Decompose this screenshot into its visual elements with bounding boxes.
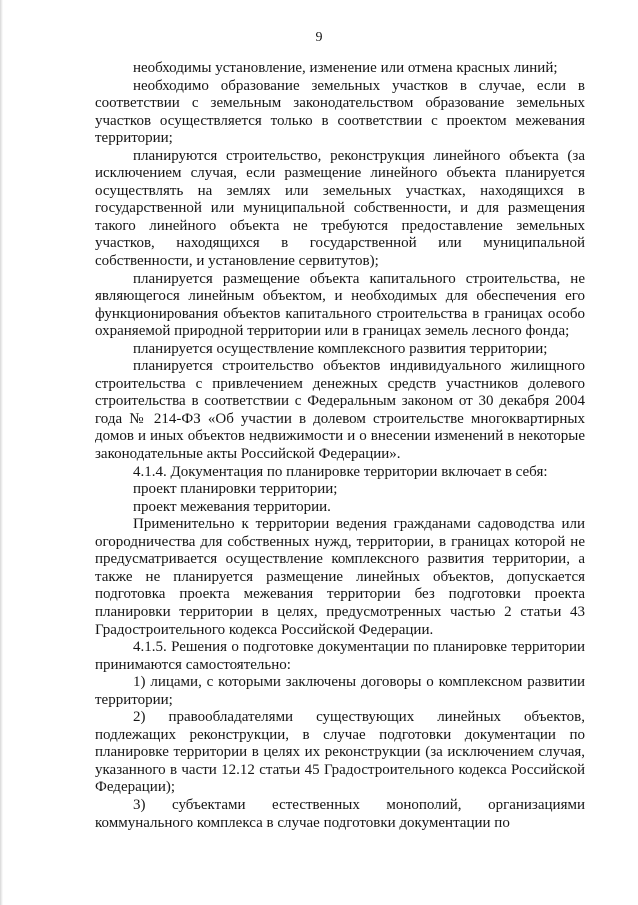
list-item: проект планировки территории; bbox=[133, 481, 338, 498]
section-heading: 4.1.4. Документация по планировке территории включает в себя: bbox=[133, 463, 548, 480]
paragraph: планируется осуществление комплексного развития территории; bbox=[133, 340, 548, 357]
paragraph: планируется размещение объекта капитального строительства, не являющегося линейным объектом, и необходимых для обеспечения его функционирования объектов капитального строительства в границах особо охраняемой природной территории или в границах земель лесного фонда; bbox=[95, 270, 585, 340]
paragraph: Применительно к территории ведения гражданами садоводства или огородничества для собственных нужд, территории, в границах которой не предусматривается осуществление комплексного развития территории, а также не планируется размещение линейных объектов, допускается подготовка проекта межевания территории без подготовки проекта планировки территории в целях, предусмотренных частью 2 статьи 43 Градостроительного кодекса Российской Федерации. bbox=[95, 516, 585, 638]
list-item: проект межевания территории. bbox=[133, 498, 331, 515]
document-body bbox=[95, 60, 585, 832]
paragraph: планируются строительство, реконструкция линейного объекта (за исключением случая, если размещение линейного объекта планируется осуществлять на землях или земельных участках, находящихся в государственной или муниципальной собственности, и для размещения такого линейного объекта не требуются предоставление земельных участков, находящихся в государственной или муниципальной собственности, и установление сервитутов); bbox=[95, 147, 585, 270]
section-heading: 4.1.5. Решения о подготовке документации по планировке территории принимаются самостоятельно: bbox=[95, 639, 585, 673]
page-number: 9 bbox=[315, 30, 323, 45]
list-item: 1) лицами, с которыми заключены договоры о комплексном развитии территории; bbox=[95, 674, 585, 708]
paragraph: необходимо образование земельных участков в случае, если в соответствии с земельным законодательством образование земельных участков осуществляется только в соответствии с проектом межевания территории; bbox=[95, 77, 585, 147]
list-item: 2) правообладателями существующих линейных объектов, подлежащих реконструкции, в случае подготовки документации по планировке территории в целях их реконструкции (за исключением случая, указанного в части 12.12 статьи 45 Градостроительного кодекса Российской Федерации); bbox=[95, 709, 585, 796]
list-item: 3) субъектами естественных монополий, организациями коммунального комплекса в случае подготовки документации по bbox=[95, 796, 585, 831]
scan-edge bbox=[0, 0, 3, 905]
paragraph: планируется строительство объектов индивидуального жилищного строительства с привлечением денежных средств участников долевого строительства в соответствии с Федеральным законом от 30 декабря 2004 года № 214-ФЗ «Об участии в долевом строительстве многоквартирных домов и иных объектов недвижимости и о внесении изменений в некоторые законодательные акты Российской Федерации». bbox=[95, 358, 585, 463]
paragraph: необходимы установление, изменение или отмена красных линий; bbox=[133, 60, 558, 76]
